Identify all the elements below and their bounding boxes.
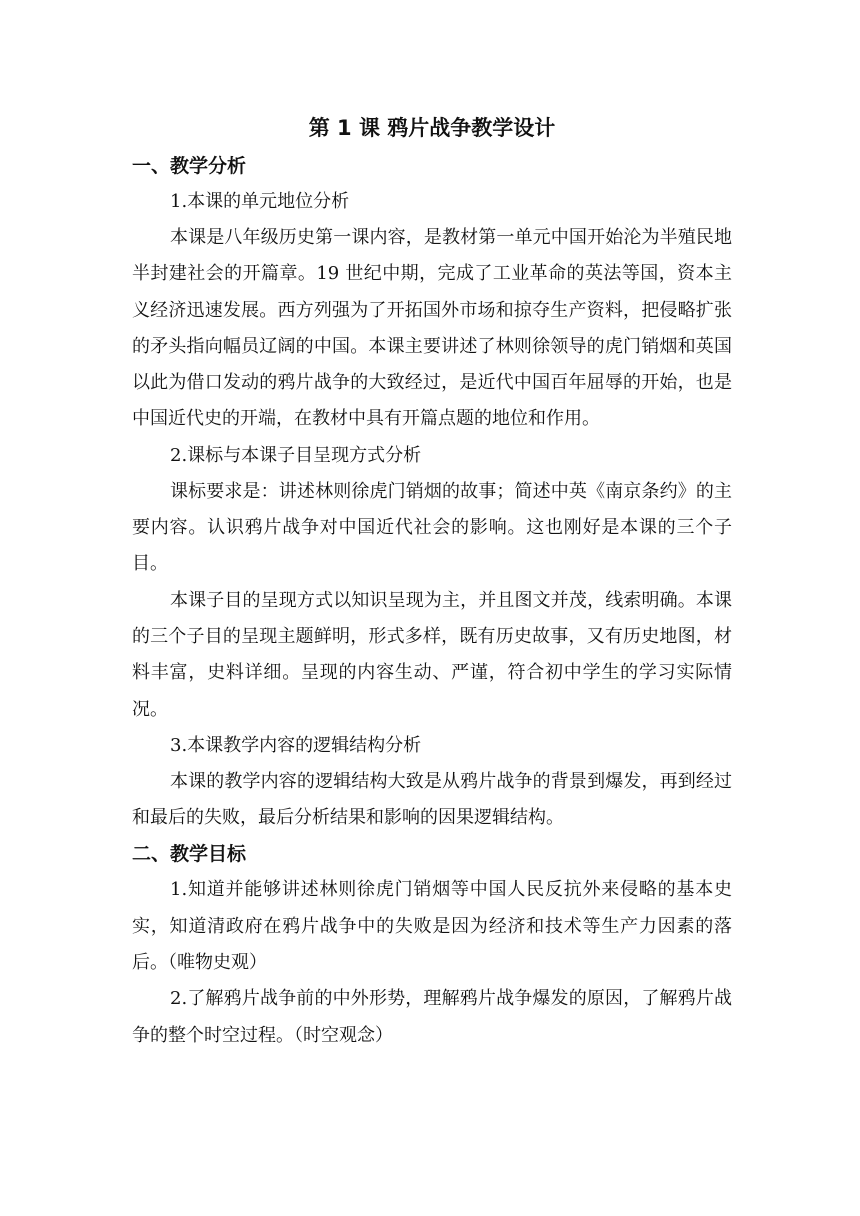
subsection-heading-curriculum: 2.课标与本课子目呈现方式分析 — [170, 444, 422, 466]
paragraph-logic-structure: 本课的教学内容的逻辑结构大致是从鸦片战争的背景到爆发，再到经过和最后的失败，最后分析结果和影响的因果逻辑结构。 — [132, 770, 732, 829]
document-page — [132, 110, 732, 1054]
paragraph-presentation-method: 本课子目的呈现方式以知识呈现为主，并且图文并茂，线索明确。本课的三个子目的呈现主题鲜明，形式多样，既有历史故事，又有历史地图，材料丰富，史料详细。呈现的内容生动、严谨，符合初中学生的学习实际情况。 — [132, 589, 732, 720]
document-title: 第 1 课 鸦片战争教学设计 — [308, 116, 556, 140]
paragraph-goal-2: 2.了解鸦片战争前的中外形势，理解鸦片战争爆发的原因，了解鸦片战争的整个时空过程。（时空观念） — [132, 988, 732, 1046]
subsection-heading-logic-structure: 3.本课教学内容的逻辑结构分析 — [170, 734, 422, 756]
subsection-heading-unit-position: 1.本课的单元地位分析 — [170, 191, 350, 212]
paragraph-unit-position: 本课是八年级历史第一课内容，是教材第一单元中国开始沦为半殖民地半封建社会的开篇章。19 世纪中期，完成了工业革命的英法等国，资本主义经济迅速发展。西方列强为了开拓国外市场和掠夺生产资料，把侵略扩张的矛头指向幅员辽阔的中国。本课主要讲述了林则徐领导的虎门销烟和英国以此为借口发动的鸦片战争的大致经过，是近代中国百年屈辱的开始，也是中国近代史的开端，在教材中具有开篇点题的地位和作用。 — [132, 227, 732, 430]
section-heading-teaching-analysis: 一、教学分析 — [132, 155, 247, 177]
paragraph-goal-1: 1.知道并能够讲述林则徐虎门销烟等中国人民反抗外来侵略的基本史实，知道清政府在鸦片战争中的失败是因为经济和技术等生产力因素的落后。（唯物史观） — [132, 879, 732, 974]
section-heading-teaching-goals: 二、教学目标 — [132, 843, 247, 866]
paragraph-curriculum-requirements: 课标要求是：讲述林则徐虎门销烟的故事；简述中英《南京条约》的主要内容。认识鸦片战争对中国近代社会的影响。这也刚好是本课的三个子目。 — [132, 480, 732, 575]
